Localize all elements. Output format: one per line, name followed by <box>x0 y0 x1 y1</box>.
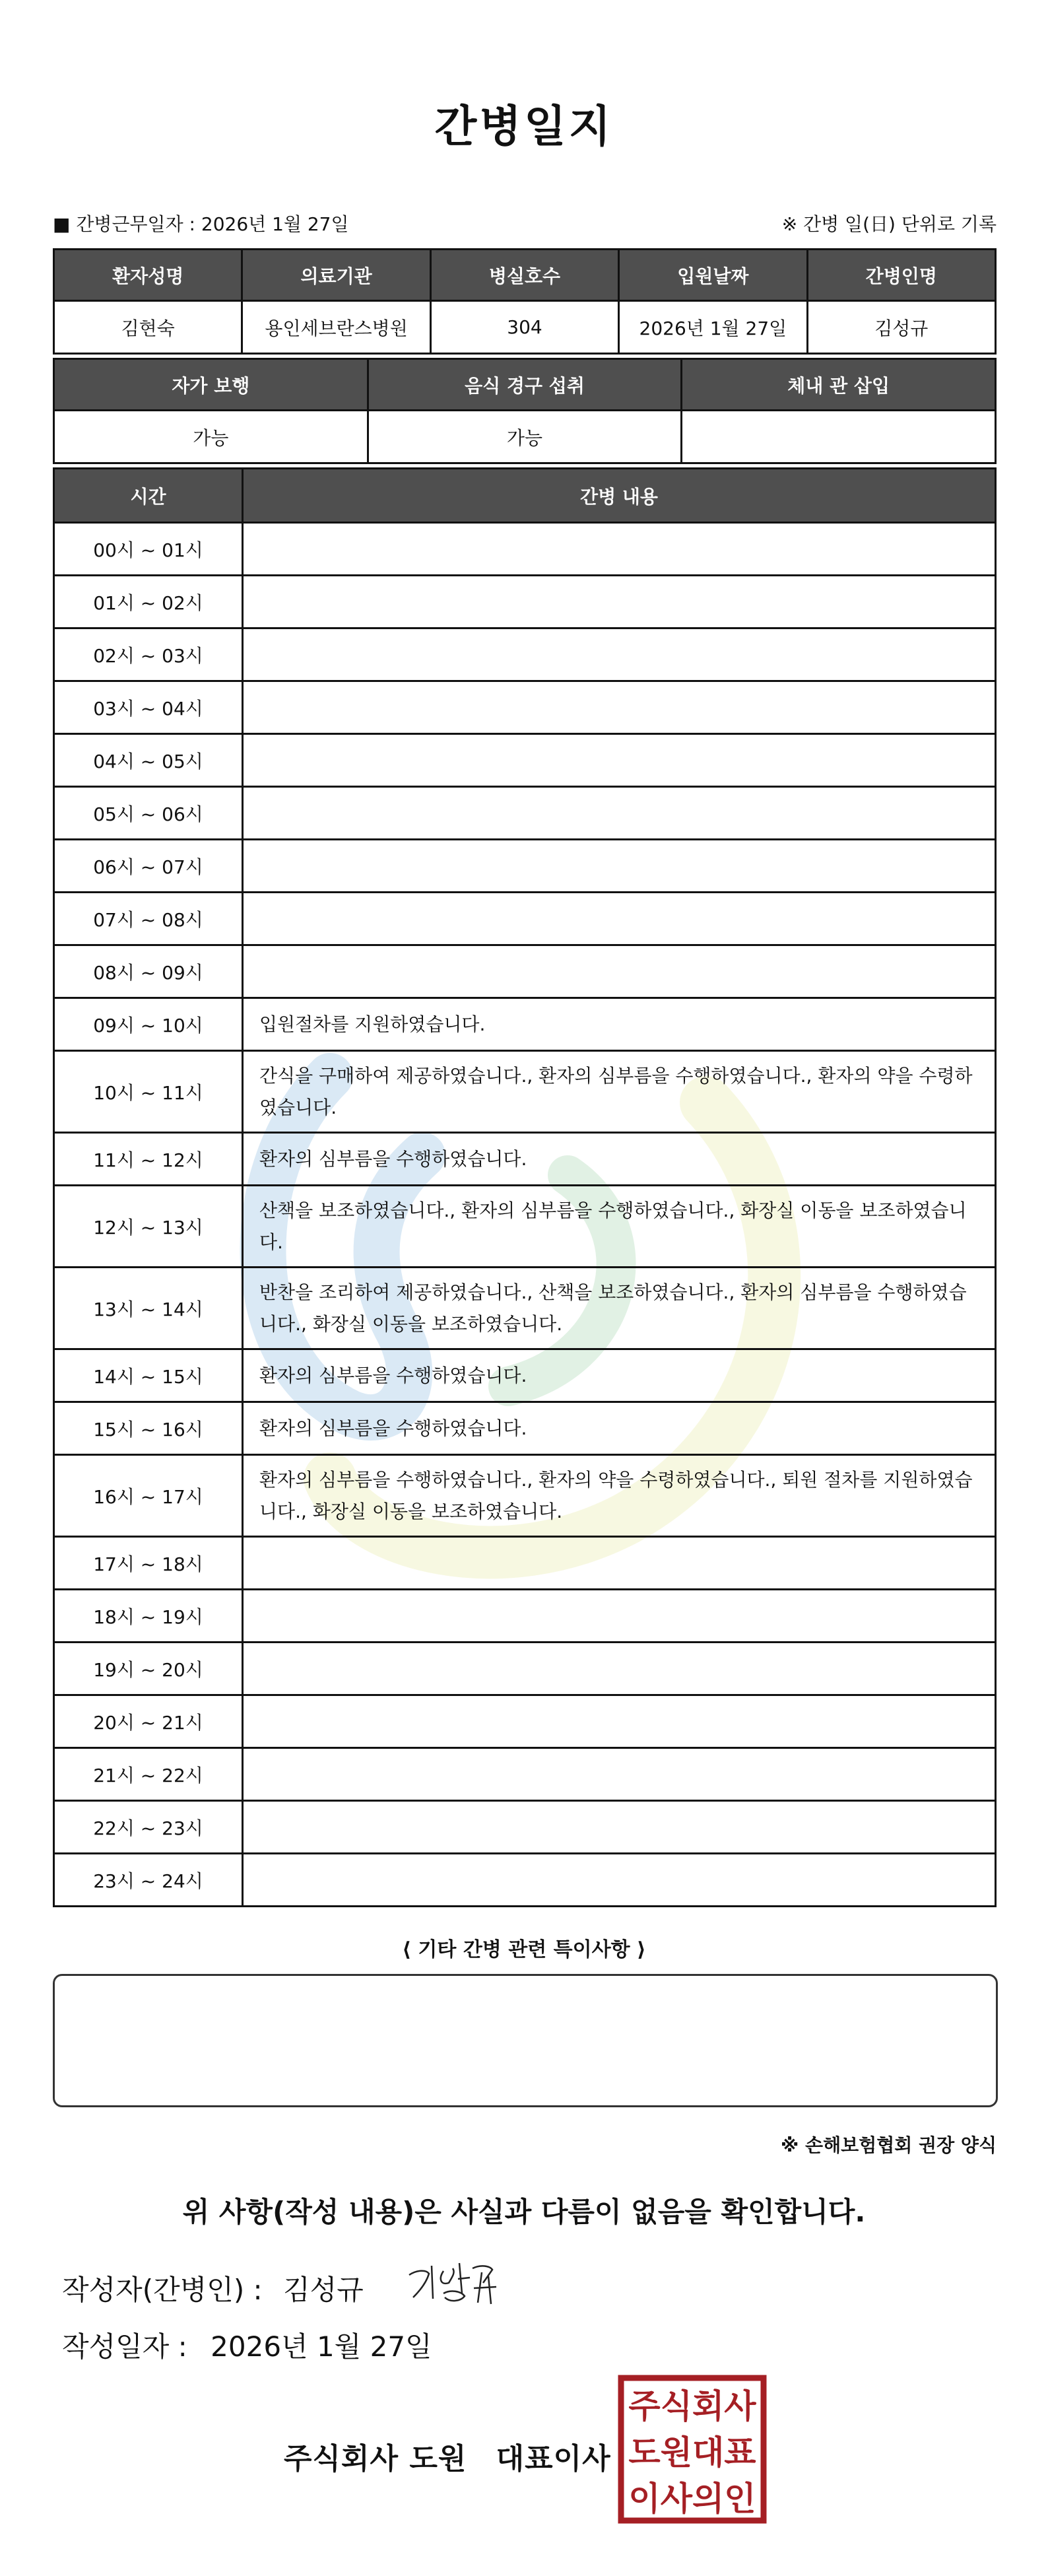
log-time: 00시 ~ 01시 <box>54 523 243 576</box>
log-row <box>54 1801 996 1854</box>
log-row <box>54 1349 996 1402</box>
patient-info-table <box>53 248 997 355</box>
log-content <box>243 1590 996 1643</box>
log-content <box>243 523 996 576</box>
log-row <box>54 1051 996 1133</box>
log-time: 17시 ~ 18시 <box>54 1537 243 1590</box>
log-row <box>54 945 996 998</box>
log-time: 08시 ~ 09시 <box>54 945 243 998</box>
log-row <box>54 576 996 628</box>
room-number: 304 <box>430 301 618 354</box>
log-time: 05시 ~ 06시 <box>54 787 243 840</box>
log-row <box>54 681 996 734</box>
header-room: 병실호수 <box>430 250 618 301</box>
log-row <box>54 734 996 787</box>
log-time: 15시 ~ 16시 <box>54 1402 243 1455</box>
log-content <box>243 1801 996 1854</box>
log-row <box>54 1402 996 1455</box>
admission-date: 2026년 1월 27일 <box>619 301 807 354</box>
ability-table <box>53 358 997 464</box>
log-content <box>243 1537 996 1590</box>
log-row <box>54 1268 996 1349</box>
log-time: 03시 ~ 04시 <box>54 681 243 734</box>
company-representative: 대표이사 <box>496 2442 611 2476</box>
log-row <box>54 628 996 681</box>
log-row <box>54 1186 996 1268</box>
log-time: 07시 ~ 08시 <box>54 893 243 945</box>
header-hospital: 의료기관 <box>242 250 430 301</box>
log-time: 09시 ~ 10시 <box>54 998 243 1051</box>
log-content <box>243 576 996 628</box>
unit-note: ※ 간병 일(日) 단위로 기록 <box>781 213 997 235</box>
log-content <box>243 1748 996 1801</box>
log-time: 06시 ~ 07시 <box>54 840 243 893</box>
header-admission-date: 입원날짜 <box>619 250 807 301</box>
oral-intake-value: 가능 <box>368 411 682 463</box>
log-content <box>243 1854 996 1907</box>
ability-value-row <box>54 411 996 463</box>
special-notes-title: ⟨ 기타 간병 관련 특이사항 ⟩ <box>402 1938 646 1961</box>
patient-value-row <box>54 301 996 354</box>
log-row <box>54 893 996 945</box>
log-row <box>54 1133 996 1186</box>
log-content <box>243 840 996 893</box>
log-time: 10시 ~ 11시 <box>54 1051 243 1133</box>
log-content <box>243 1695 996 1748</box>
log-content: 간식을 구매하여 제공하였습니다., 환자의 심부름을 수행하였습니다., 환자의 약을 수령하였습니다. <box>243 1051 996 1133</box>
log-content: 환자의 심부름을 수행하였습니다. <box>243 1402 996 1455</box>
writer-name: 김성규 <box>283 2274 364 2306</box>
date-row <box>62 2325 432 2365</box>
header-caregiver: 간병인명 <box>807 250 995 301</box>
log-time: 21시 ~ 22시 <box>54 1748 243 1801</box>
header-patient-name: 환자성명 <box>54 250 242 301</box>
log-row <box>54 1590 996 1643</box>
log-time: 13시 ~ 14시 <box>54 1268 243 1349</box>
log-time: 20시 ~ 21시 <box>54 1695 243 1748</box>
writer-row <box>62 2268 364 2308</box>
log-row <box>54 1748 996 1801</box>
log-time: 02시 ~ 03시 <box>54 628 243 681</box>
log-content <box>243 734 996 787</box>
ability-header-row <box>54 359 996 411</box>
log-row <box>54 1854 996 1907</box>
meta-row <box>53 210 997 236</box>
log-time: 18시 ~ 19시 <box>54 1590 243 1643</box>
log-time: 12시 ~ 13시 <box>54 1186 243 1268</box>
log-content: 환자의 심부름을 수행하였습니다. <box>243 1349 996 1402</box>
log-time: 14시 ~ 15시 <box>54 1349 243 1402</box>
log-content: 산책을 보조하였습니다., 환자의 심부름을 수행하였습니다., 화장실 이동을 보조하였습니다. <box>243 1186 996 1268</box>
seal-line-1: 주식회사 <box>628 2387 756 2425</box>
signature-image <box>404 2256 503 2309</box>
special-notes-box <box>53 1974 998 2107</box>
header-oral-intake: 음식 경구 섭취 <box>368 359 682 411</box>
log-row <box>54 1537 996 1590</box>
log-content: 환자의 심부름을 수행하였습니다., 환자의 약을 수령하였습니다., 퇴원 절차를 지원하였습니다., 화장실 이동을 보조하였습니다. <box>243 1455 996 1537</box>
log-content <box>243 893 996 945</box>
log-time: 16시 ~ 17시 <box>54 1455 243 1537</box>
header-tube-insertion: 체내 관 삽입 <box>682 359 996 411</box>
log-row <box>54 523 996 576</box>
header-self-walking: 자가 보행 <box>54 359 368 411</box>
log-content <box>243 628 996 681</box>
company-signature-line <box>284 2435 611 2477</box>
company-name: 주식회사 도원 <box>284 2442 467 2476</box>
work-date-label: ■ 간병근무일자 : 2026년 1월 27일 <box>53 213 349 235</box>
hospital-name: 용인세브란스병원 <box>242 301 430 354</box>
self-walking-value: 가능 <box>54 411 368 463</box>
log-time: 04시 ~ 05시 <box>54 734 243 787</box>
confirm-statement: 위 사항(작성 내용)은 사실과 다름이 없음을 확인합니다. <box>182 2196 866 2228</box>
log-time: 22시 ~ 23시 <box>54 1801 243 1854</box>
log-row <box>54 787 996 840</box>
date-value: 2026년 1월 27일 <box>211 2330 432 2363</box>
log-content <box>243 1643 996 1695</box>
log-content <box>243 681 996 734</box>
log-time: 19시 ~ 20시 <box>54 1643 243 1695</box>
patient-name: 김현숙 <box>54 301 242 354</box>
caregiver-name: 김성규 <box>807 301 995 354</box>
log-row <box>54 840 996 893</box>
care-log-table <box>53 467 997 1907</box>
date-label: 작성일자 : <box>62 2330 187 2363</box>
log-row <box>54 1695 996 1748</box>
log-content <box>243 787 996 840</box>
writer-label: 작성자(간병인) : <box>62 2274 263 2306</box>
log-content: 입원절차를 지원하였습니다. <box>243 998 996 1051</box>
header-care-content: 간병 내용 <box>243 469 996 523</box>
log-row <box>54 1643 996 1695</box>
log-time: 23시 ~ 24시 <box>54 1854 243 1907</box>
log-row <box>54 998 996 1051</box>
page-title: 간병일지 <box>434 101 614 152</box>
patient-header-row <box>54 250 996 301</box>
seal-line-2: 도원대표 <box>628 2433 756 2472</box>
log-content: 환자의 심부름을 수행하였습니다. <box>243 1133 996 1186</box>
log-content <box>243 945 996 998</box>
seal-line-3: 이사의인 <box>628 2480 756 2518</box>
log-table-body <box>54 523 996 1907</box>
tube-insertion-value <box>682 411 996 463</box>
log-row <box>54 1455 996 1537</box>
header-time: 시간 <box>54 469 243 523</box>
log-time: 11시 ~ 12시 <box>54 1133 243 1186</box>
company-seal-stamp <box>617 2374 768 2525</box>
log-content: 반찬을 조리하여 제공하였습니다., 산책을 보조하였습니다., 환자의 심부름을 수행하였습니다., 화장실 이동을 보조하였습니다. <box>243 1268 996 1349</box>
log-header-row <box>54 469 996 523</box>
log-time: 01시 ~ 02시 <box>54 576 243 628</box>
recommend-note: ※ 손해보험협회 권장 양식 <box>781 2134 997 2156</box>
